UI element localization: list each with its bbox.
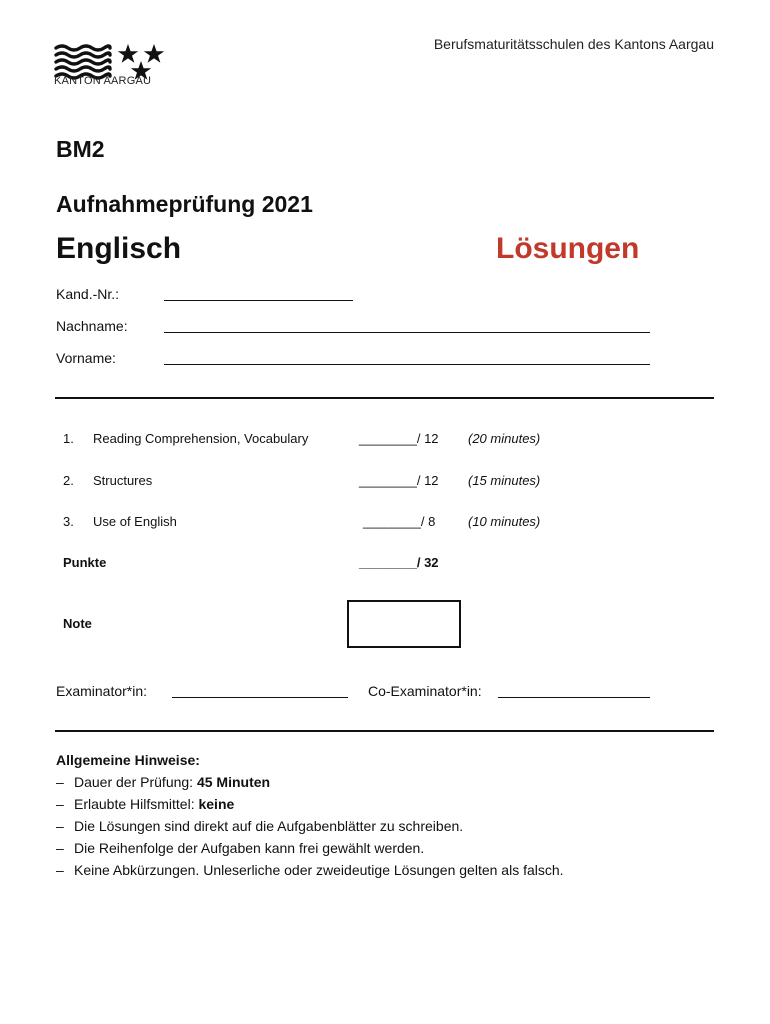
- dash: –: [56, 840, 64, 856]
- section-time: (15 minutes): [468, 473, 541, 488]
- section-time: (10 minutes): [468, 514, 541, 529]
- divider: [55, 730, 714, 732]
- note-text: Dauer der Prüfung:: [74, 774, 197, 790]
- dash: –: [56, 796, 64, 812]
- note-item: [56, 837, 564, 859]
- examinator-field[interactable]: [172, 697, 348, 698]
- logo-wave: [56, 67, 110, 71]
- logo-wave: [56, 60, 110, 64]
- section-label: Reading Comprehension, Vocabulary: [93, 431, 309, 446]
- dash: –: [56, 774, 64, 790]
- logo-star: [118, 44, 138, 63]
- section-score[interactable]: ________/ 12: [359, 473, 439, 488]
- logo-wave: [56, 46, 110, 50]
- note-box[interactable]: [347, 600, 461, 648]
- examinator-label: Examinator*in:: [56, 683, 148, 699]
- note-text: Die Lösungen sind direkt auf die Aufgabenblätter zu schreiben.: [74, 818, 464, 834]
- exam-title: Aufnahmeprüfung 2021: [56, 191, 313, 217]
- total-label: Punkte: [63, 555, 107, 570]
- section-label: Structures: [93, 473, 153, 488]
- section-number: 2.: [63, 473, 74, 488]
- section-score[interactable]: ________/ 12: [359, 431, 439, 446]
- dash: –: [56, 862, 64, 878]
- note-text: Die Reihenfolge der Aufgaben kann frei gewählt werden.: [74, 840, 425, 856]
- section-score[interactable]: ________/ 8: [363, 514, 436, 529]
- note-label: Note: [63, 616, 92, 631]
- note-item: [56, 859, 564, 881]
- dash: –: [56, 818, 64, 834]
- note-item: [56, 793, 564, 815]
- logo-wave: [56, 53, 110, 57]
- section-number: 3.: [63, 514, 74, 529]
- vorname-field[interactable]: [164, 364, 650, 365]
- logo-text: KANTON AARGAU: [54, 75, 152, 87]
- kand-nr-field[interactable]: [164, 300, 353, 301]
- section-label: Use of English: [93, 514, 177, 529]
- co-examinator-field[interactable]: [498, 697, 650, 698]
- note-bold: keine: [198, 796, 235, 812]
- vorname-label: Vorname:: [56, 350, 116, 366]
- org-name: Berufsmaturitätsschulen des Kantons Aargau: [433, 36, 714, 52]
- divider: [55, 397, 714, 399]
- logo-star: [144, 44, 164, 63]
- exam-code: BM2: [56, 136, 105, 162]
- note-bold: 45 Minuten: [196, 774, 271, 790]
- nachname-field[interactable]: [164, 332, 650, 333]
- section-number: 1.: [63, 431, 74, 446]
- note-item: [56, 771, 564, 793]
- note-item: [56, 815, 564, 837]
- section-time: (20 minutes): [468, 431, 541, 446]
- kand-nr-label: Kand.-Nr.:: [56, 286, 120, 302]
- subject-title: Englisch: [56, 232, 182, 265]
- total-score[interactable]: ________/ 32: [359, 555, 439, 570]
- general-notes: [56, 749, 564, 881]
- solutions-label: Lösungen: [496, 232, 640, 265]
- co-examinator-label: Co-Examinator*in:: [368, 683, 482, 699]
- notes-title: Allgemeine Hinweise:: [56, 752, 200, 768]
- note-text: Keine Abkürzungen. Unleserliche oder zweideutige Lösungen gelten als falsch.: [74, 862, 564, 878]
- note-text: Erlaubte Hilfsmittel:: [74, 796, 199, 812]
- nachname-label: Nachname:: [56, 318, 128, 334]
